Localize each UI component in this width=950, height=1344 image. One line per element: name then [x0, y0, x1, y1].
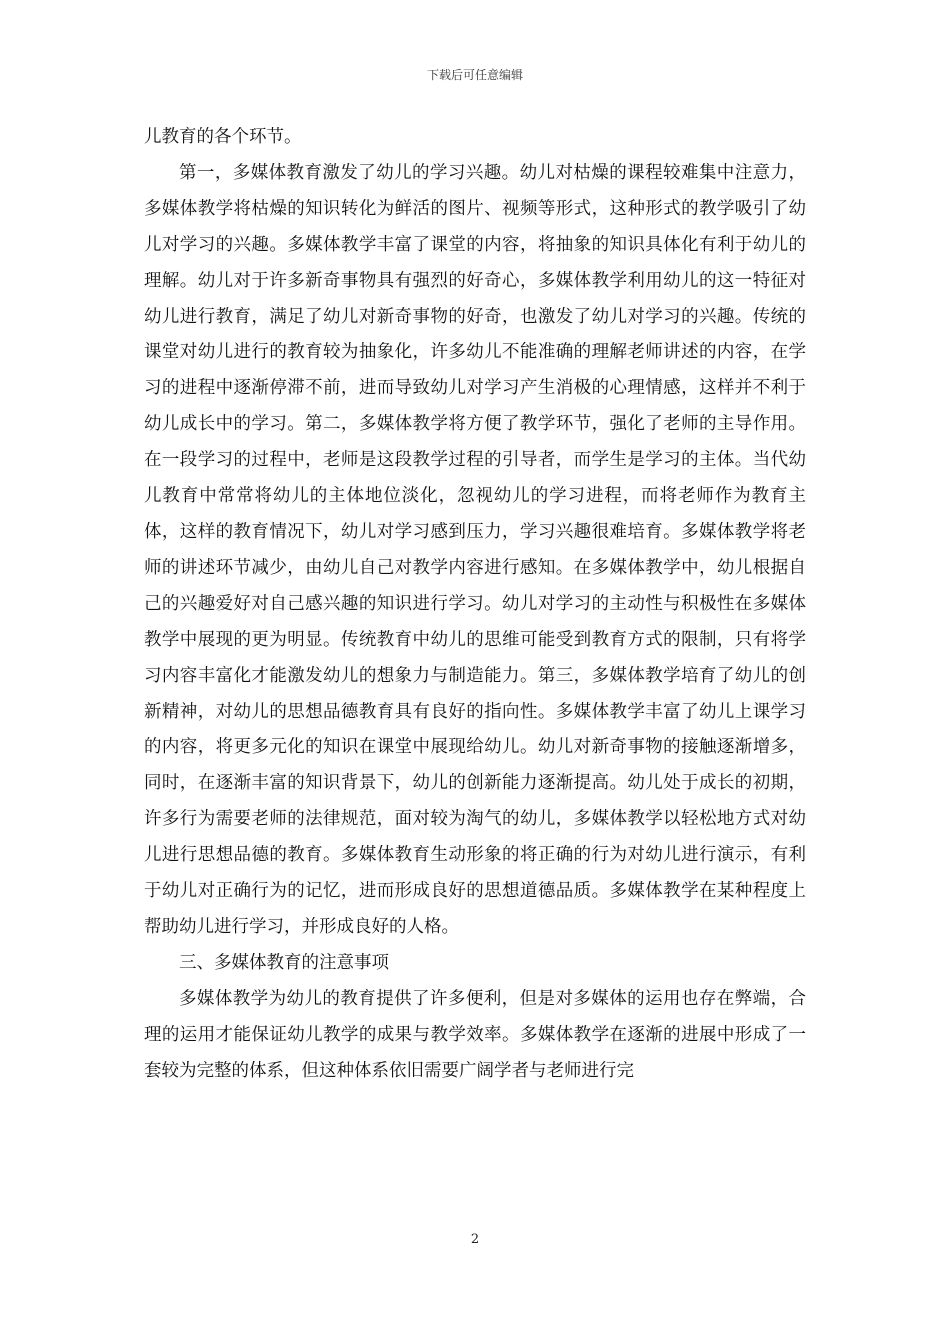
- page-header: 下载后可任意编辑: [426, 68, 523, 82]
- document-body: [144, 120, 806, 1089]
- paragraph-continuation: 儿教育的各个环节。: [144, 127, 302, 147]
- paragraph-multimedia-benefits: 第一，多媒体教育激发了幼儿的学习兴趣。幼儿对枯燥的课程较难集中注意力，多媒体教学将枯燥的知识转化为鲜活的图片、视频等形式，这种形式的教学吸引了幼儿对学习的兴趣。多媒体教学丰富了课堂的内容，将抽象的知识具体化有利于幼儿的理解。幼儿对于许多新奇事物具有强烈的好奇心，多媒体教学利用幼儿的这一特征对幼儿进行教育，满足了幼儿对新奇事物的好奇，也激发了幼儿对学习的兴趣。传统的课堂对幼儿进行的教育较为抽象化，许多幼儿不能准确的理解老师讲述的内容，在学习的进程中逐渐停滞不前，进而导致幼儿对学习产生消极的心理情感，这样并不利于幼儿成长中的学习。第二，多媒体教学将方便了教学环节，强化了老师的主导作用。在一段学习的过程中，老师是这段教学过程的引导者，而学生是学习的主体。当代幼儿教育中常常将幼儿的主体地位淡化，忽视幼儿的学习进程，而将老师作为教育主体，这样的教育情况下，幼儿对学习感到压力，学习兴趣很难培育。多媒体教学将老师的讲述环节减少，由幼儿自己对教学内容进行感知。在多媒体教学中，幼儿根据自己的兴趣爱好对自己感兴趣的知识进行学习。幼儿对学习的主动性与积极性在多媒体教学中展现的更为明显。传统教育中幼儿的思维可能受到教育方式的限制，只有将学习内容丰富化才能激发幼儿的想象力与制造能力。第三，多媒体教学培育了幼儿的创新精神，对幼儿的思想品德教育具有良好的指向性。多媒体教学丰富了幼儿上课学习的内容，将更多元化的知识在课堂中展现给幼儿。幼儿对新奇事物的接触逐渐增多，同时，在逐渐丰富的知识背景下，幼儿的创新能力逐渐提高。幼儿处于成长的初期，许多行为需要老师的法律规范，面对较为淘气的幼儿，多媒体教学以轻松地方式对幼儿进行思想品德的教育。多媒体教育生动形象的将正确的行为对幼儿进行演示，有利于幼儿对正确行为的记忆，进而形成良好的思想道德品质。多媒体教学在某种程度上帮助幼儿进行学习，并形成良好的人格。: [144, 162, 806, 937]
- page-number: 2: [470, 1232, 480, 1247]
- paragraph-precautions: 多媒体教学为幼儿的教育提供了许多便利，但是对多媒体的运用也存在弊端，合理的运用才能保证幼儿教学的成果与教学效率。多媒体教学在逐渐的进展中形成了一套较为完整的体系，但这种体系依旧需要广阔学者与老师进行完: [144, 988, 806, 1081]
- section-heading: 三、多媒体教育的注意事项: [179, 952, 389, 973]
